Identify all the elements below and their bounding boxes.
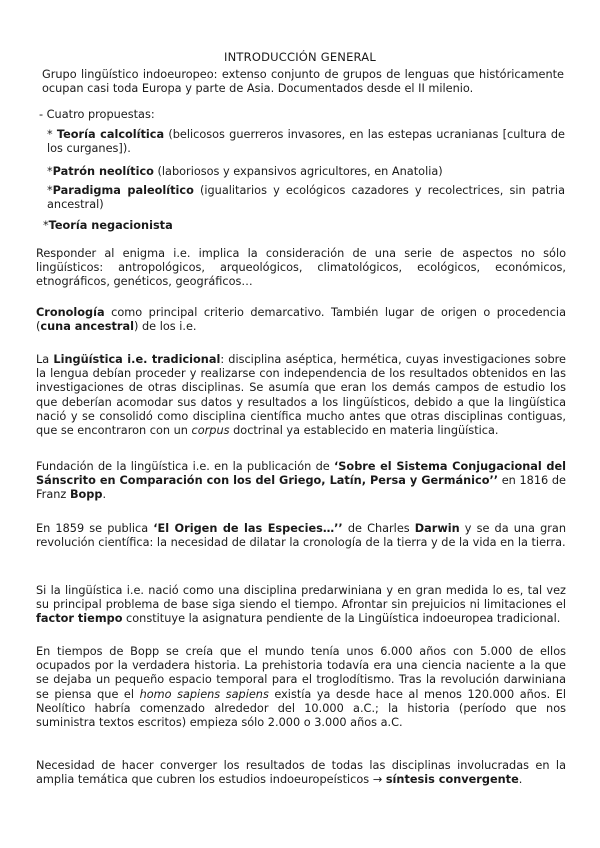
paragraph-convergent-synthesis: [36, 759, 566, 787]
bullet-marker: *: [47, 128, 57, 141]
proposals-label: - Cuatro propuestas:: [39, 108, 155, 121]
term-cuna-ancestral: cuna ancestral: [40, 320, 134, 334]
term-cronologia: Cronología: [36, 306, 105, 319]
term-corpus: corpus: [191, 424, 230, 438]
text-run: En 1859 se publica: [36, 522, 154, 535]
text-run: de Charles: [342, 522, 415, 535]
paragraph-time-factor: [36, 584, 566, 627]
text-run: La: [36, 353, 54, 366]
paragraph-traditional-linguistics: [36, 353, 566, 438]
text-run: Necesidad de hacer converger los resultados de todas las disciplinas involucradas en la amplia temática que cubren los estudios indoeuropeísticos: [36, 759, 566, 787]
arrow-icon: →: [372, 773, 383, 787]
term-linguistica-tradicional: Lingüística i.e. tradicional: [53, 353, 221, 366]
proposal-item: [43, 219, 561, 233]
proposal-description: (belicosos guerreros invasores, en las estepas ucranianas [cultura de los curganes]).: [47, 128, 566, 156]
term-sintesis-convergente: síntesis convergente: [385, 773, 519, 787]
text-run: como principal criterio demarcativo. También lugar de origen o procedencia (: [36, 306, 566, 334]
text-run: existía ya desde hace al menos 120.000 años. El Neolítico habría comenzado alrededor del 10.000 a.C.; la historia (período que nos suministra textos escritos) empieza sólo 2.000 o 3.000 años a.C.: [36, 687, 566, 730]
bullet-marker: *: [47, 184, 53, 197]
bullet-marker: *: [47, 165, 53, 178]
paragraph-darwin: [36, 522, 566, 550]
text-run: Fundación de la lingüística i.e. en la publicación de: [36, 460, 334, 473]
text-run: .: [518, 773, 523, 787]
proposal-name: Paradigma paleolítico: [52, 184, 194, 197]
text-run: y se da una gran revolución científica: la necesidad de dilatar la cronología de la tierra y de la vida en la tierra.: [36, 522, 566, 550]
text-run: .: [102, 488, 107, 502]
paragraph-aspects: Responder al enigma i.e. implica la consideración de una serie de aspectos no sólo lingüísticos: antropológicos, arqueológicos, climatológicos, ecológicos, económicos, etnográficos, genéticos, geográficos…: [36, 247, 566, 289]
book-title-bopp: ‘Sobre el Sistema Conjugacional del Sánscrito en Comparación con los del Griego, Latín, Persa y Germánico’’: [36, 460, 567, 488]
text-run: En tiempos de Bopp se creía que el mundo tenía unos 6.000 años con 5.000 de ellos ocupados por la verdadera historia. La prehistoria todavía era una ciencia naciente a la que se dejaba un pequeño espacio temporal para el troglodítismo. Tras la revolución darwiniana se piensa que el: [36, 645, 566, 701]
proposal-item: [47, 128, 565, 156]
proposal-description: (igualitarios y ecológicos cazadores y recolectrices, sin patria ancestral): [47, 184, 565, 212]
term-homo-sapiens: homo sapiens sapiens: [139, 687, 269, 701]
proposal-name: Patrón neolítico: [52, 165, 154, 178]
paragraph-chronology-history: [36, 645, 566, 730]
proposal-name: Teoría calcolítica: [56, 128, 165, 141]
bullet-marker: *: [43, 219, 49, 232]
text-run: doctrinal ya establecido en materia lingüística.: [229, 424, 499, 438]
book-title-darwin: ‘El Origen de las Especies…’’: [153, 522, 343, 535]
proposal-name: Teoría negacionista: [48, 219, 173, 232]
text-run: constituye la asignatura pendiente de la Lingüística indoeuropea tradicional.: [122, 612, 561, 626]
term-factor-tiempo: factor tiempo: [36, 612, 123, 626]
proposal-description: (laboriosos y expansivos agricultores, en Anatolia): [153, 165, 443, 178]
proposal-item: [47, 165, 565, 179]
text-run: en 1816 de Franz: [36, 474, 566, 502]
author-bopp: Bopp: [69, 488, 103, 502]
paragraph-chronology: [36, 306, 566, 334]
text-run: Si la lingüística i.e. nació como una disciplina predarwiniana y en gran medida lo es, tal vez su principal problema de base siga siendo el tiempo. Afrontar sin prejuicios ni limitaciones el: [36, 584, 566, 612]
text-run: : disciplina aséptica, hermética, cuyas investigaciones sobre la lengua debían proceder y realizarse con independencia de los resultados obtenidos en las investigaciones de otras disciplinas. Se asumía que eran los demás campos de estudio los que deberían acomodar sus datos y resultados a los lingüísticos, debido a que la lingüística nació y se consolidó como disciplina científica mucho antes que otras disciplinas contiguas, que se encontraron con un: [36, 353, 567, 438]
page-title: INTRODUCCIÓN GENERAL: [224, 50, 376, 64]
text-run: ) de los i.e.: [133, 320, 197, 334]
author-darwin: Darwin: [414, 522, 460, 535]
intro-paragraph: Grupo lingüístico indoeuropeo: extenso conjunto de grupos de lenguas que históricamente ocupan casi toda Europa y parte de Asia. Documentados desde el II milenio.: [42, 68, 564, 96]
proposal-item: [47, 184, 565, 212]
paragraph-foundation: [36, 460, 566, 503]
